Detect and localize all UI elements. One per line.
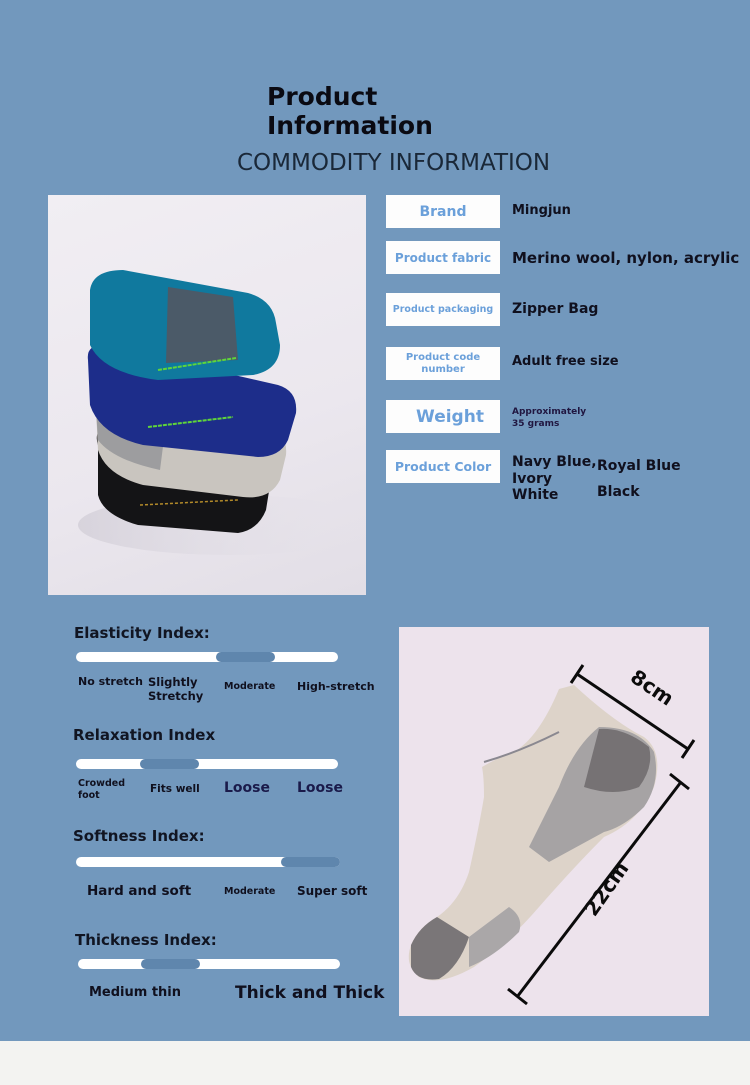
relaxation-slider (76, 759, 338, 769)
elasticity-tick-2: Slightly Stretchy (148, 675, 204, 703)
softness-index-title: Softness Index: (73, 827, 205, 845)
softness-tick-3: Super soft (297, 884, 368, 898)
thickness-tick-1: Medium thin (89, 985, 182, 1000)
elasticity-slider (76, 652, 338, 662)
spec-value-brand: Mingjun (512, 203, 571, 218)
relaxation-index-title: Relaxation Index (73, 726, 216, 744)
thickness-slider (78, 959, 340, 969)
title-line-1: Product (267, 82, 378, 111)
page-title (267, 82, 433, 140)
thickness-index-title: Thickness Index: (75, 931, 217, 949)
length-dimension-label: 22cm (579, 856, 634, 921)
spec-value-fabric: Merino wool, nylon, acrylic (512, 249, 740, 267)
width-dimension-label: 8cm (626, 664, 679, 711)
spec-value-color-3: Black (597, 484, 640, 500)
spec-value-color-2: Royal Blue (597, 458, 681, 474)
sock-stack-image (48, 195, 366, 595)
softness-slider-knob (281, 857, 340, 867)
elasticity-tick-4: High-stretch (297, 680, 375, 693)
title-line-2: Information (267, 111, 433, 140)
page-subtitle: COMMODITY INFORMATION (237, 150, 551, 176)
spec-value-color-1: Navy Blue, Ivory White (512, 454, 597, 503)
thickness-slider-knob (141, 959, 200, 969)
sock-stack-illustration (48, 195, 366, 595)
softness-tick-1: Hard and soft (87, 883, 192, 899)
spec-label-brand: Brand (386, 195, 500, 228)
spec-label-weight: Weight (386, 400, 500, 433)
thickness-tick-2: Thick and Thick (235, 983, 385, 1003)
softness-slider (76, 857, 340, 867)
spec-label-color: Product Color (386, 450, 500, 483)
relaxation-tick-3: Loose (224, 780, 270, 796)
spec-value-code: Adult free size (512, 354, 619, 369)
elasticity-tick-1: No stretch (78, 675, 143, 688)
relaxation-tick-1: Crowded foot (78, 778, 126, 801)
spec-label-code: Product code number (386, 347, 500, 380)
footer-strip (0, 1041, 750, 1085)
sock-dimension-illustration (399, 627, 709, 1016)
spec-value-weight: Approximately 35 grams (512, 407, 587, 429)
softness-tick-2: Moderate (224, 886, 276, 897)
elasticity-slider-knob (216, 652, 275, 662)
relaxation-tick-2: Fits well (150, 783, 200, 795)
relaxation-slider-knob (140, 759, 199, 769)
spec-label-fabric: Product fabric (386, 241, 500, 274)
spec-label-packaging: Product packaging (386, 293, 500, 326)
elasticity-tick-3: Moderate (224, 681, 276, 692)
relaxation-tick-4: Loose (297, 780, 343, 796)
spec-value-packaging: Zipper Bag (512, 301, 599, 317)
elasticity-index-title: Elasticity Index: (74, 624, 210, 642)
sock-size-image (399, 627, 709, 1016)
